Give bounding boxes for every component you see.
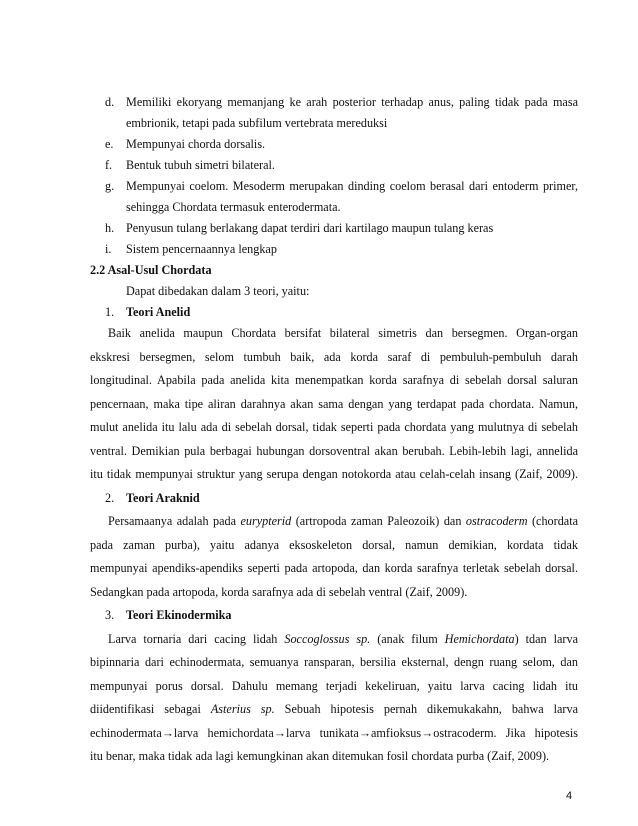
theory-1-line-2: ekskresi bersegmen, selom tumbuh baik, ada korda saraf di pembuluh-pembuluh darah	[90, 350, 578, 364]
theory-3-line-1	[108, 632, 578, 646]
text-run: itu benar, maka tidak ada lagi kemungkinan akan ditemukan fosil chordata purba (Zaif, 2009).	[90, 749, 550, 763]
text-run: ) tdan larva	[514, 632, 578, 646]
text-run: (anak filum	[370, 632, 445, 646]
text-run: Larva tornaria dari cacing lidah	[108, 632, 285, 646]
theory-3-line-6	[90, 749, 549, 763]
list-marker-i: i.	[105, 242, 112, 256]
theory-1-title: Teori Anelid	[126, 305, 191, 319]
text-run: bipinnaria dari echinodermata, semuanya ransparan, bersilia eksternal, dengn ruang selom, dan	[90, 655, 578, 669]
list-item-f: Bentuk tubuh simetri bilateral.	[126, 158, 275, 172]
italic-term: Soccoglossus sp.	[284, 632, 371, 646]
theory-2-number: 2.	[105, 491, 115, 505]
theory-1-line-5: mulut anelida itu lalu ada di sebelah dorsal, tidak seperti pada chordata yang mulutnya di sebelah	[90, 420, 578, 434]
theory-1-line-1: Baik anelida maupun Chordata bersifat bilateral simetris dan bersegmen. Organ-organ	[108, 326, 578, 340]
list-marker-f: f.	[105, 158, 113, 172]
theory-1-line-7: itu tidak mempunyai struktur yang serupa dengan notokorda atau celah-celah insang (Zaif, 2009).	[90, 467, 578, 481]
text-run: Sebuah hipotesis pernah dikemukakahn, bahwa larva	[274, 702, 578, 716]
theory-1-line-3: longitudinal. Apabila pada anelida kita menempatkan korda sarafnya di sebelah dorsal saluran	[90, 373, 578, 387]
list-item-g-line-1: Mempunyai coelom. Mesoderm merupakan dinding coelom berasal dari entoderm primer,	[126, 179, 578, 193]
theory-2-line-4	[90, 585, 467, 599]
text-run: (artropoda zaman Paleozoik) dan	[291, 514, 466, 528]
text-run: Sedangkan pada artopoda, korda sarafnya ada di sebelah ventral (Zaif, 2009).	[90, 585, 468, 599]
italic-term: Asterius sp.	[210, 702, 275, 716]
list-item-i: Sistem pencernaannya lengkap	[126, 242, 277, 256]
theory-3-line-2	[90, 655, 578, 669]
list-marker-e: e.	[105, 137, 114, 151]
list-marker-h: h.	[105, 221, 115, 235]
theory-2-line-1	[108, 514, 578, 528]
theory-2-title: Teori Araknid	[126, 491, 200, 505]
theory-1-line-6: ventral. Demikian pula berbagai hubungan dorsoventral akan berubah. Lebih-lebih lagi, annelida	[90, 444, 578, 458]
theory-3-line-3	[90, 679, 578, 693]
italic-term: eurypterid	[240, 514, 292, 528]
italic-term: Hemichordata	[444, 632, 515, 646]
list-item-d-line-2: embrionik, tetapi pada subfilum vertebrata mereduksi	[126, 116, 388, 130]
text-run: pada zaman purba), yaitu adanya eksoskeleton dorsal, namun demikian, kordata tidak	[90, 538, 578, 552]
theory-2-line-2	[90, 538, 578, 552]
text-run: mempunyai porus dorsal. Dahulu memang terjadi kekeliruan, yaitu larva cacing lidah itu	[90, 679, 578, 693]
page-number: 4	[566, 790, 573, 802]
intro-text: Dapat dibedakan dalam 3 teori, yaitu:	[126, 284, 310, 298]
text-run: Persamaanya adalah pada	[108, 514, 241, 528]
section-heading: 2.2 Asal-Usul Chordata	[90, 263, 212, 277]
list-item-g-line-2: sehingga Chordata termasuk enterodermata.	[126, 200, 341, 214]
list-item-d-line-1: Memiliki ekoryang memanjang ke arah posterior terhadap anus, paling tidak pada masa	[126, 95, 578, 109]
theory-3-line-5	[90, 726, 578, 740]
list-item-h: Penyusun tulang berlakang dapat terdiri dari kartilago maupun tulang keras	[126, 221, 494, 235]
text-run: (chordata	[527, 514, 578, 528]
list-item-e: Mempunyai chorda dorsalis.	[126, 137, 266, 151]
text-run: mempunyai apendiks-apendiks seperti pada artopoda, dan korda sarafnya terletak sebelah dorsal.	[90, 561, 578, 575]
italic-term: ostracoderm	[465, 514, 528, 528]
theory-3-line-4	[90, 702, 578, 716]
theory-3-number: 3.	[105, 608, 115, 622]
list-marker-g: g.	[105, 179, 115, 193]
theory-3-title: Teori Ekinodermika	[126, 608, 232, 622]
list-marker-d: d.	[105, 95, 115, 109]
theory-1-line-4: pencernaan, maka tipe aliran darahnya akan sama dengan yang terdapat pada chordata. Namun,	[90, 397, 578, 411]
text-run: echinodermata→larva hemichordata→larva tunikata→amfioksus→ostracoderm. Jika hipotesis	[90, 726, 578, 740]
text-run: diidentifikasi sebagai	[90, 702, 211, 716]
theory-1-number: 1.	[105, 305, 115, 319]
theory-2-line-3	[90, 561, 578, 575]
